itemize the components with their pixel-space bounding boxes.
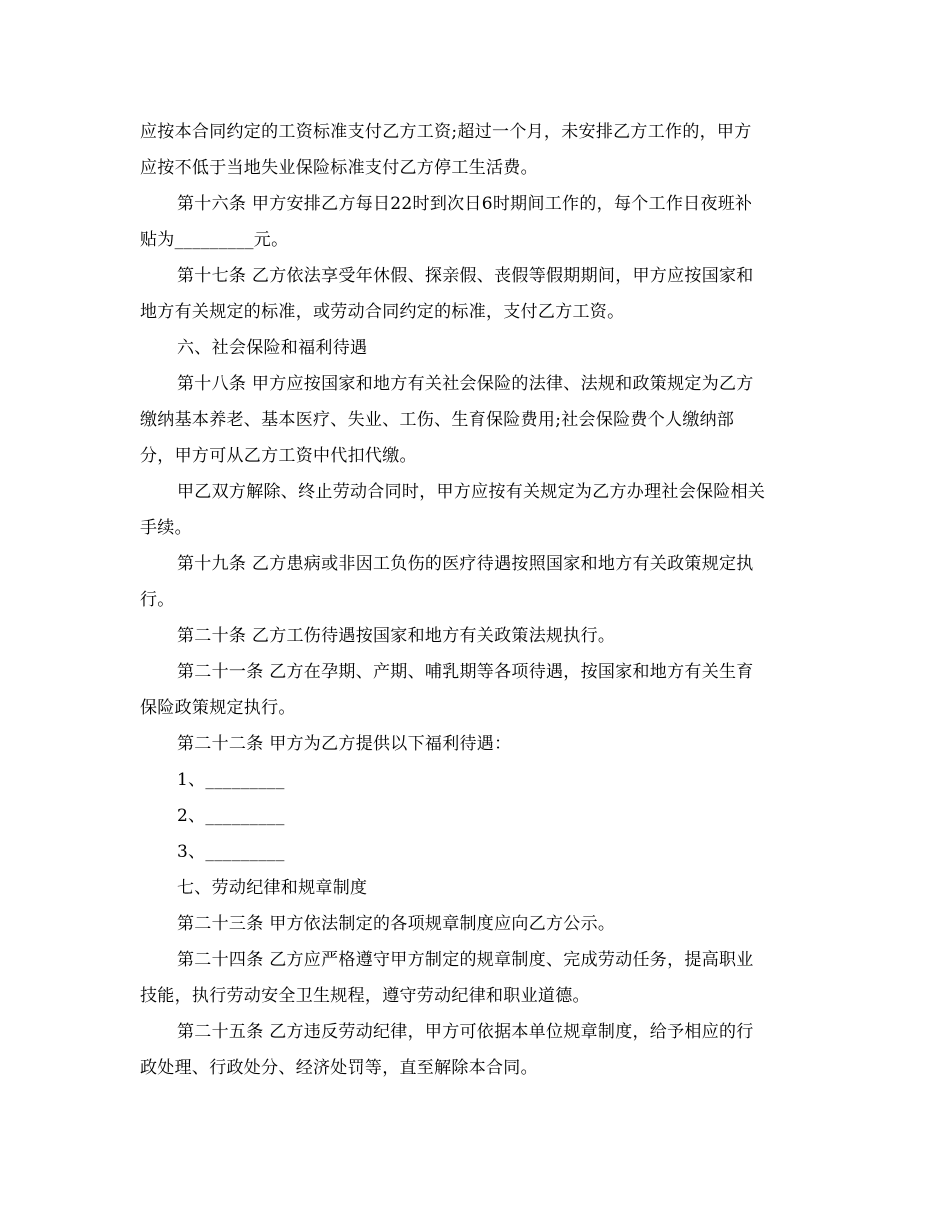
- text-line: 第二十五条 乙方违反劳动纪律，甲方可依据本单位规章制度，给予相应的行: [177, 1022, 754, 1042]
- text-line: 第十九条 乙方患病或非因工负伤的医疗待遇按照国家和地方有关政策规定执: [177, 554, 754, 574]
- paragraph: [140, 942, 812, 1014]
- text-line: 第二十条 乙方工伤待遇按国家和地方有关政策法规执行。: [177, 626, 616, 646]
- paragraph: [140, 906, 812, 942]
- text-line: 手续。: [140, 518, 192, 538]
- text-line: 第二十二条 甲方为乙方提供以下福利待遇：: [177, 734, 512, 754]
- text-line: 保险政策规定执行。: [140, 698, 296, 718]
- text-line: 第二十一条 乙方在孕期、产期、哺乳期等各项待遇，按国家和地方有关生育: [177, 662, 754, 682]
- text-line: 技能，执行劳动安全卫生规程，遵守劳动纪律和职业道德。: [140, 986, 590, 1006]
- text-line: 应按不低于当地失业保险标准支付乙方停工生活费。: [140, 158, 538, 178]
- paragraph: [140, 834, 812, 870]
- text-line: 第二十四条 乙方应严格遵守甲方制定的规章制度、完成劳动任务，提高职业: [177, 950, 754, 970]
- text-line: 行。: [140, 590, 175, 610]
- text-line: 贴为_________元。: [140, 230, 289, 250]
- paragraph: [140, 546, 812, 618]
- text-line: 六、社会保险和福利待遇: [177, 338, 368, 358]
- text-line: 甲乙双方解除、终止劳动合同时，甲方应按有关规定为乙方办理社会保险相关: [177, 482, 766, 502]
- text-line: 缴纳基本养老、基本医疗、失业、工伤、生育保险费用;社会保险费个人缴纳部: [140, 410, 735, 430]
- text-line: 3、_________: [177, 842, 285, 862]
- text-line: 2、_________: [177, 806, 285, 826]
- paragraph: [140, 258, 812, 330]
- text-line: 第十六条 甲方安排乙方每日22时到次日6时期间工作的，每个工作日夜班补: [177, 194, 753, 214]
- paragraph: [140, 114, 812, 186]
- text-line: 政处理、行政处分、经济处罚等，直至解除本合同。: [140, 1058, 538, 1078]
- text-line: 1、_________: [177, 770, 285, 790]
- text-line: 七、劳动纪律和规章制度: [177, 878, 368, 898]
- text-line: 分，甲方可从乙方工资中代扣代缴。: [140, 446, 417, 466]
- paragraph: [140, 366, 812, 474]
- paragraph: [140, 870, 812, 906]
- text-line: 应按本合同约定的工资标准支付乙方工资;超过一个月，未安排乙方工作的，甲方: [140, 122, 752, 142]
- paragraph: [140, 474, 812, 546]
- paragraph: [140, 654, 812, 726]
- text-line: 地方有关规定的标准，或劳动合同约定的标准，支付乙方工资。: [140, 302, 625, 322]
- text-line: 第二十三条 甲方依法制定的各项规章制度应向乙方公示。: [177, 914, 616, 934]
- paragraph: [140, 798, 812, 834]
- paragraph: [140, 330, 812, 366]
- paragraph: [140, 762, 812, 798]
- text-line: 第十七条 乙方依法享受年休假、探亲假、丧假等假期期间，甲方应按国家和: [177, 266, 754, 286]
- document-body: [140, 114, 812, 1086]
- paragraph: [140, 726, 812, 762]
- paragraph: [140, 186, 812, 258]
- paragraph: [140, 1014, 812, 1086]
- text-line: 第十八条 甲方应按国家和地方有关社会保险的法律、法规和政策规定为乙方: [177, 374, 754, 394]
- paragraph: [140, 618, 812, 654]
